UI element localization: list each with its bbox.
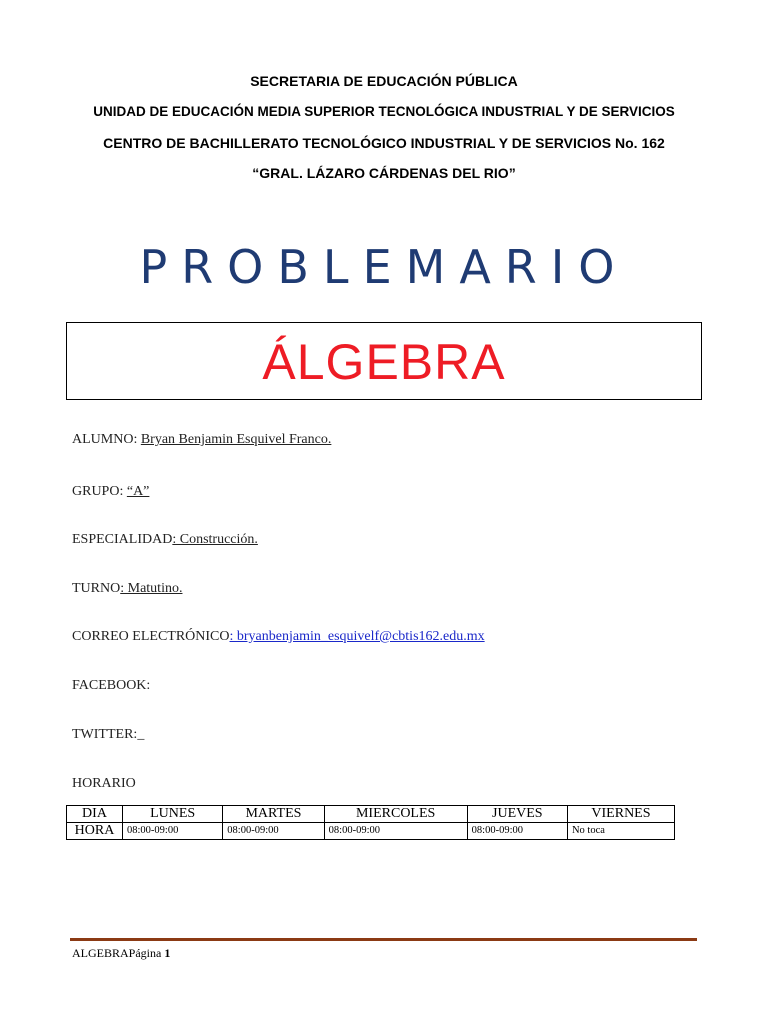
field-grupo-value: “A” (126, 484, 150, 499)
header-line-3: CENTRO DE BACHILLERATO TECNOLÓGICO INDUSTRIAL Y DE SERVICIOS No. 162 (103, 135, 665, 151)
document-title: PROBLEMARIO (139, 240, 629, 294)
schedule-cell: 08:00-09:00 (123, 823, 223, 840)
subject-title: ÁLGEBRA (262, 334, 506, 390)
field-especialidad (72, 532, 258, 548)
field-alumno (72, 432, 331, 448)
header-line-4: “GRAL. LÁZARO CÁRDENAS DEL RIO” (252, 165, 516, 181)
schedule-table (66, 805, 675, 840)
schedule-header-cell: MARTES (223, 806, 324, 823)
field-correo (72, 629, 485, 645)
field-turno-label: TURNO (72, 581, 121, 596)
field-twitter-label: TWITTER: (72, 727, 138, 742)
field-twitter-value: _ (137, 727, 145, 742)
email-link[interactable]: : bryanbenjamin_esquivelf@cbtis162.edu.mx (229, 629, 485, 644)
field-turno (72, 581, 182, 597)
schedule-cell: 08:00-09:00 (324, 823, 467, 840)
subject-box (66, 322, 702, 400)
page-number: 1 (164, 946, 171, 960)
schedule-cell: No toca (567, 823, 674, 840)
schedule-header-cell: MIERCOLES (324, 806, 467, 823)
field-alumno-value: Bryan Benjamin Esquivel Franco. (140, 432, 332, 447)
schedule-header-cell: JUEVES (467, 806, 567, 823)
schedule-row (67, 823, 675, 840)
field-twitter (72, 727, 144, 743)
field-especialidad-label: ESPECIALIDAD (72, 532, 173, 547)
field-correo-label: CORREO ELECTRÓNICO (72, 629, 230, 644)
field-especialidad-value: : Construcción. (172, 532, 258, 547)
field-facebook-label: FACEBOOK: (72, 678, 151, 693)
field-alumno-label: ALUMNO: (72, 432, 141, 447)
schedule-cell: 08:00-09:00 (223, 823, 324, 840)
field-grupo-label: GRUPO: (72, 484, 127, 499)
footer-rule (70, 938, 697, 941)
schedule-header-cell: LUNES (123, 806, 223, 823)
schedule-header-row (67, 806, 675, 823)
horario-label: HORARIO (72, 776, 136, 791)
header-line-2: UNIDAD DE EDUCACIÓN MEDIA SUPERIOR TECNOLÓGICA INDUSTRIAL Y DE SERVICIOS (93, 104, 675, 119)
schedule-cell: 08:00-09:00 (467, 823, 567, 840)
field-grupo (72, 484, 149, 500)
field-facebook (72, 678, 150, 694)
page-footer (72, 946, 170, 961)
field-turno-value: : Matutino. (120, 581, 183, 596)
header-line-1: SECRETARIA DE EDUCACIÓN PÚBLICA (250, 73, 518, 89)
schedule-header-cell: DIA (67, 806, 123, 823)
schedule-cell: HORA (67, 823, 123, 840)
footer-text: ALGEBRAPágina (72, 946, 165, 960)
schedule-header-cell: VIERNES (567, 806, 674, 823)
